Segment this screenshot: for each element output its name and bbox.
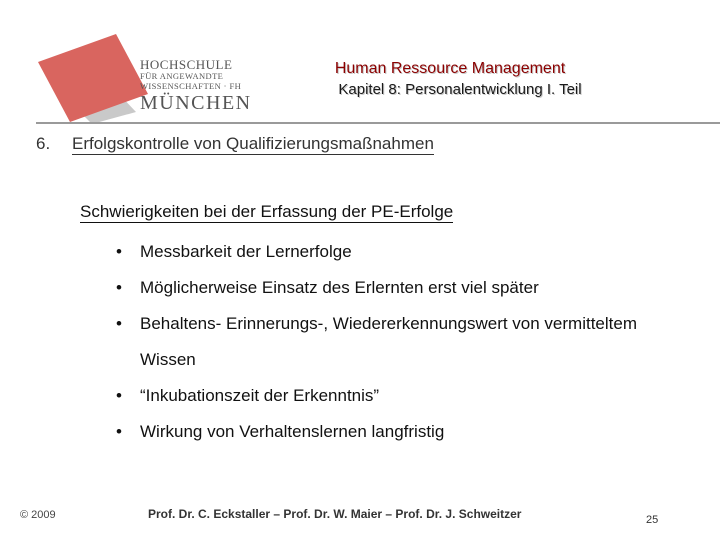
list-item-text: Wirkung von Verhaltenslernen langfristig xyxy=(140,422,445,441)
bullet-icon: • xyxy=(116,242,122,261)
list-item xyxy=(116,234,676,270)
university-logo xyxy=(30,32,252,124)
content-subheading: Schwierigkeiten bei der Erfassung der PE-Erfolge xyxy=(80,202,454,221)
list-item-text: Behaltens- Erinnerungs-, Wiedererkennungswert von vermitteltem Wissen xyxy=(140,314,638,369)
page-number: 25 xyxy=(646,514,659,526)
logo-text xyxy=(140,58,252,114)
section-number: 6. xyxy=(36,134,51,153)
list-item xyxy=(116,306,676,378)
footer-authors: Prof. Dr. C. Eckstaller – Prof. Dr. W. Maier – Prof. Dr. J. Schweitzer xyxy=(148,507,522,521)
bullet-icon: • xyxy=(116,422,122,441)
footer-copyright: © 2009 xyxy=(20,509,56,521)
logo-line-angewandte: FÜR ANGEWANDTE xyxy=(140,71,224,81)
bullet-icon: • xyxy=(116,314,122,333)
bullet-list xyxy=(116,234,676,450)
list-item-text: Möglicherweise Einsatz des Erlernten erst viel später xyxy=(140,278,539,297)
bullet-icon: • xyxy=(116,278,122,297)
header-divider xyxy=(36,122,720,124)
logo-line-muenchen: MÜNCHEN xyxy=(140,92,252,114)
section-title: Erfolgskontrolle von Qualifizierungsmaßnahmen xyxy=(72,134,434,153)
logo-line-hochschule: HOCHSCHULE xyxy=(140,57,233,72)
list-item-text: Messbarkeit der Lernerfolge xyxy=(140,242,352,261)
list-item-text: “Inkubationszeit der Erkenntnis” xyxy=(140,386,380,405)
bullet-icon: • xyxy=(116,386,122,405)
header-subtitle: Kapitel 8: Personalentwicklung I. Teil xyxy=(338,81,582,98)
list-item xyxy=(116,270,676,306)
list-item xyxy=(116,378,676,414)
list-item xyxy=(116,414,676,450)
logo-line-wissenschaften: WISSENSCHAFTEN · FH xyxy=(140,80,242,91)
header-title: Human Ressource Management xyxy=(334,60,566,77)
